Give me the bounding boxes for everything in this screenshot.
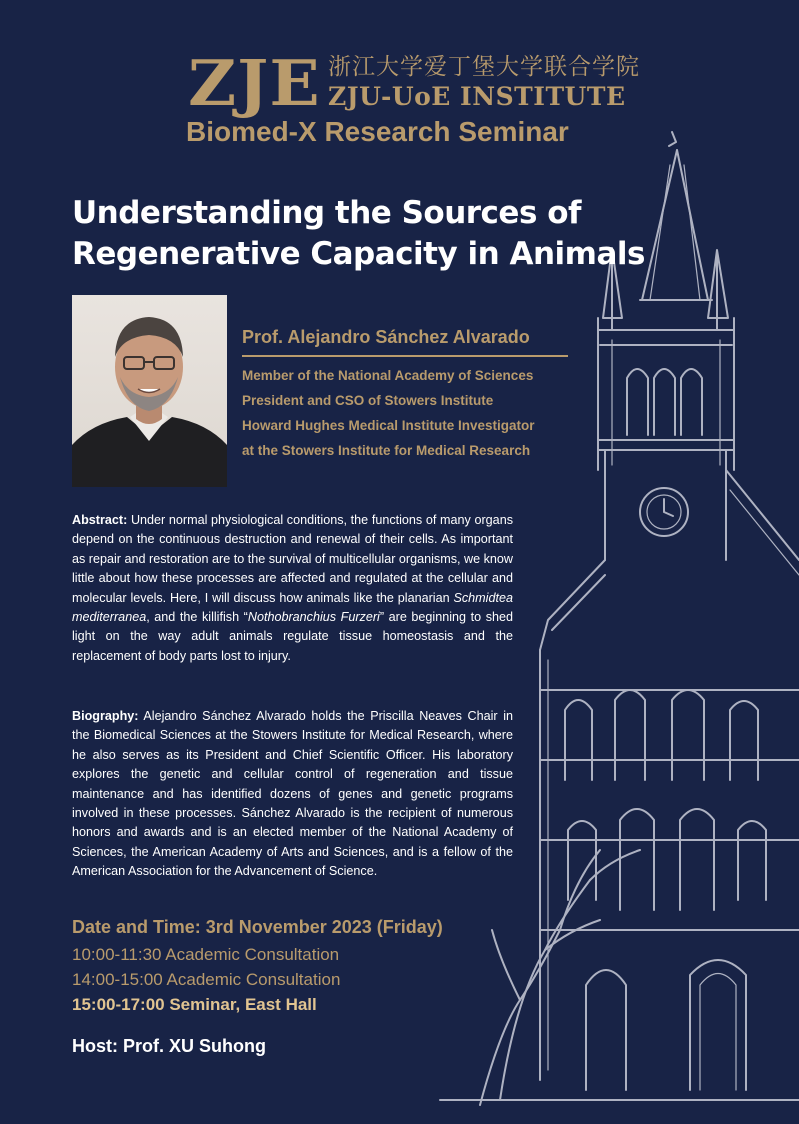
abstract-label: Abstract: — [72, 513, 128, 527]
biography-text: Alejandro Sánchez Alvarado holds the Priscilla Neaves Chair in the Biomedical Sciences at the Stowers Institute for Medical Research, where he also serves as its President and Chief Scientific Officer. His laboratory explores the genetic and cellular control of regeneration and tissue maintenance and has identified dozens of genes and genetic programs involved in these processes. Sánchez Alvarado is the recipient of numerous honors and awards and is an elected member of the National Academy of Sciences, the American Academy of Arts and Sciences, and is a fellow of the American Association for the Advancement of Science. — [72, 709, 513, 879]
schedule-item-seminar: 15:00-17:00 Seminar, East Hall — [72, 995, 317, 1014]
abstract-text: Under normal physiological conditions, the functions of many organs depend on the continuous destruction and renewal of their cells. As important as repair and restoration are to the survival of multicellular organisms, we know little about how these processes are affected and regulated at the cellular and molecular levels. Here, I will discuss how animals like the planarian — [72, 513, 513, 605]
speaker-photo — [72, 295, 227, 487]
logo-english-name: ZJU-UoE INSTITUTE — [328, 82, 626, 111]
title-line-2: Regenerative Capacity in Animals — [72, 236, 645, 272]
species-name: Nothobranchius Furzeri — [247, 610, 380, 625]
logo-chinese-name: 浙江大学爱丁堡大学联合学院 — [328, 54, 640, 80]
species-name: Schmidtea mediterranea — [72, 590, 513, 625]
speaker-name: Prof. Alejandro Sánchez Alvarado — [242, 327, 530, 347]
title-line-1: Understanding the Sources of — [72, 195, 581, 231]
seminar-series: Biomed-X Research Seminar — [186, 116, 569, 147]
abstract-paragraph — [72, 511, 513, 666]
date-time-heading: Date and Time: 3rd November 2023 (Friday) — [72, 917, 443, 937]
speaker-role: Member of the National Academy of Sciences — [242, 368, 534, 383]
speaker-roles — [242, 363, 582, 463]
biography-paragraph — [72, 707, 513, 882]
host: Host: Prof. XU Suhong — [72, 1036, 266, 1056]
abstract-text: ” are beginning to shed light on the way adult animals regulate tissue homeostasis and the replacement of body parts lost to injury. — [72, 610, 514, 663]
seminar-title — [72, 193, 645, 275]
schedule-item: 10:00-11:30 Academic Consultation — [72, 945, 340, 964]
abstract-text: , and the killifish “ — [146, 610, 248, 625]
logo-letters: ZJE — [188, 45, 321, 121]
speaker-role: at the Stowers Institute for Medical Research — [242, 443, 531, 458]
schedule-item: 14:00-15:00 Academic Consultation — [72, 970, 341, 989]
speaker-role: President and CSO of Stowers Institute — [242, 393, 494, 408]
divider — [242, 355, 568, 357]
speaker-role: Howard Hughes Medical Institute Investigator — [242, 418, 535, 433]
biography-label: Biography: — [72, 709, 139, 723]
